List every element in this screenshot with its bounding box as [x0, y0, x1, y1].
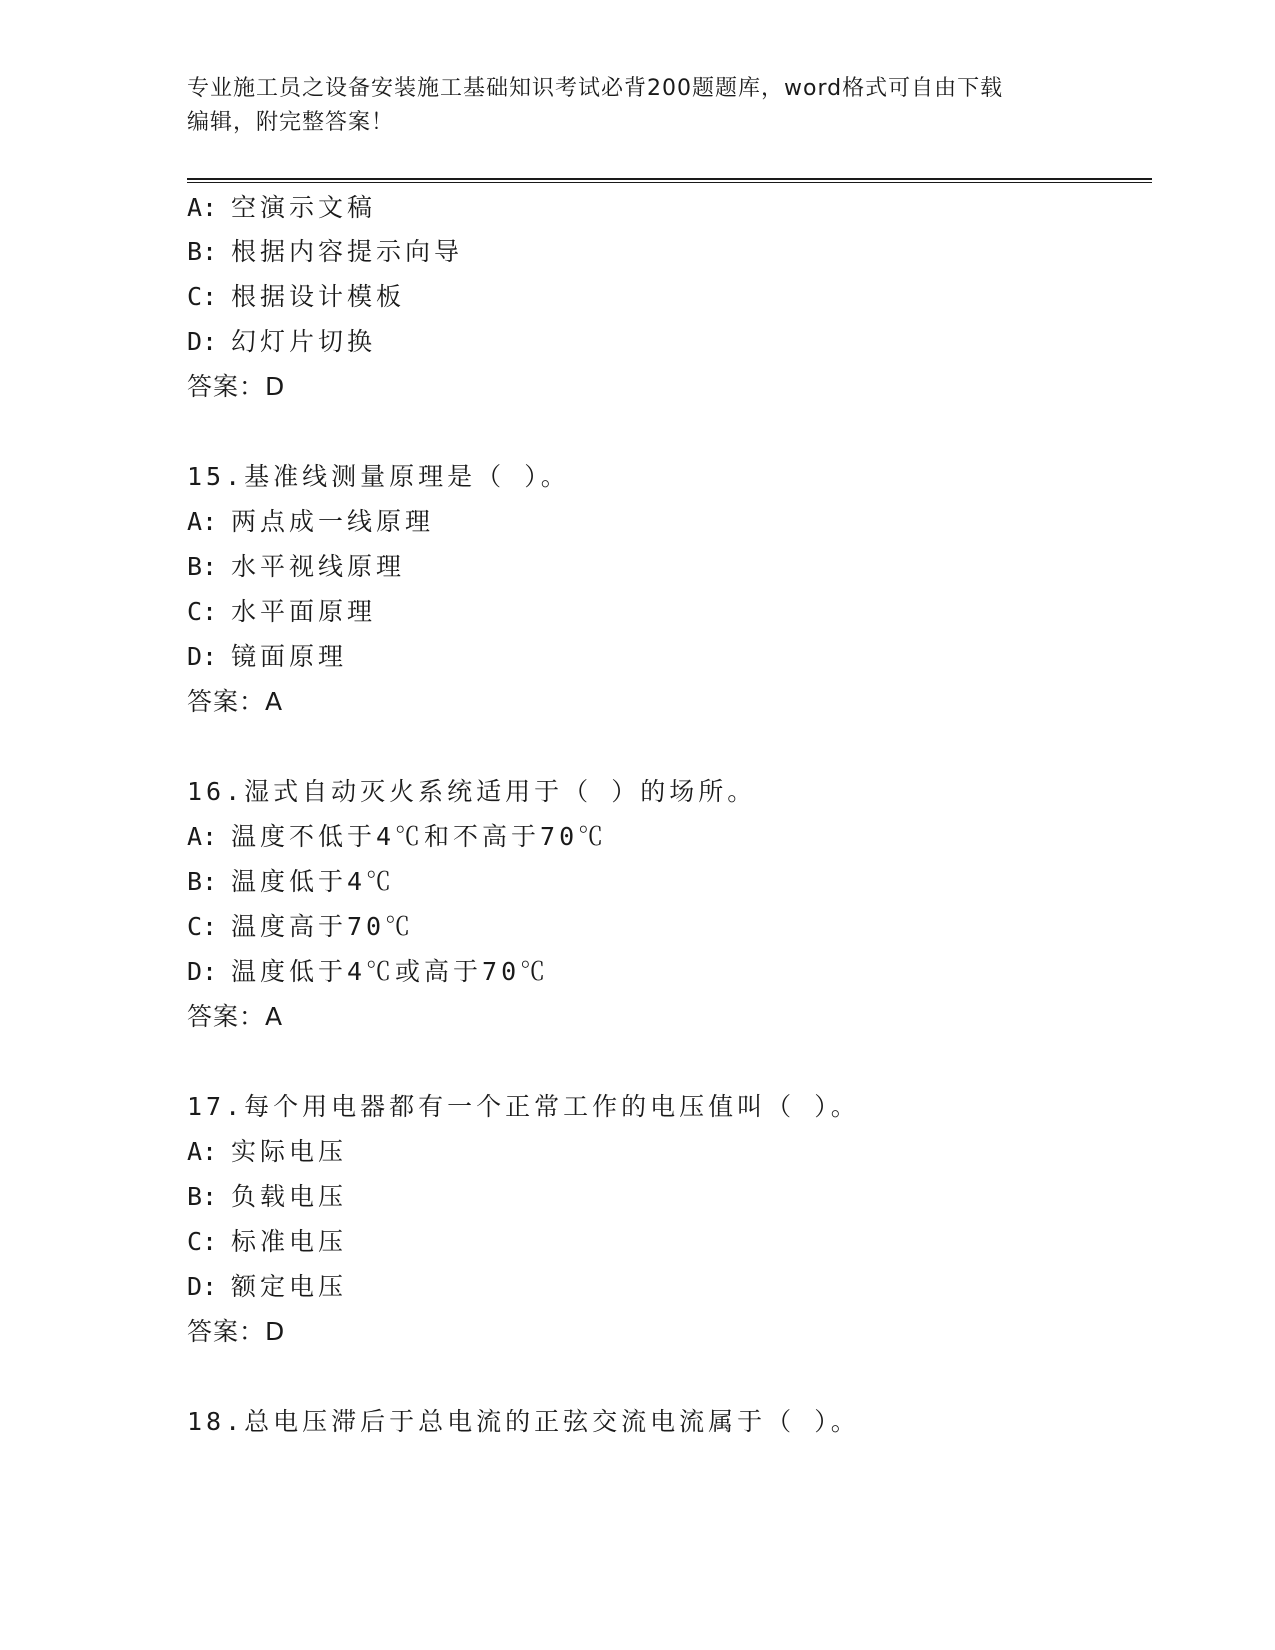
option-text: 实际电压 — [231, 1137, 348, 1166]
option-label: B: — [187, 1182, 218, 1211]
option-label: A: — [187, 1137, 218, 1166]
q16-answer: 答案：A — [187, 1002, 284, 1031]
header-divider — [187, 178, 1152, 180]
option-label: C: — [187, 912, 218, 941]
q15-option-b — [187, 552, 405, 582]
document-header — [187, 72, 1087, 140]
q14-option-b — [187, 237, 463, 267]
option-text: 温度不低于4℃和不高于70℃ — [231, 822, 608, 851]
q17-option-c — [187, 1227, 347, 1257]
q15-option-d — [187, 642, 347, 672]
header-divider-thin — [187, 182, 1152, 183]
option-label: C: — [187, 597, 218, 626]
option-text: 根据内容提示向导 — [231, 237, 464, 266]
option-label: D: — [187, 957, 218, 986]
q16-option-c — [187, 912, 414, 942]
option-label: C: — [187, 1227, 218, 1256]
q16-option-b — [187, 867, 395, 897]
option-text: 温度低于4℃ — [231, 867, 396, 896]
option-label: B: — [187, 237, 218, 266]
q15-option-c — [187, 597, 376, 627]
q17-option-a — [187, 1137, 347, 1167]
option-label: A: — [187, 822, 218, 851]
q18-question: 18.总电压滞后于总电流的正弦交流电流属于（ ）。 — [187, 1407, 860, 1436]
q15-option-a — [187, 507, 434, 537]
option-label: B: — [187, 552, 218, 581]
option-label: B: — [187, 867, 218, 896]
option-label: A: — [187, 193, 218, 222]
option-text: 幻灯片切换 — [231, 327, 377, 356]
option-text: 两点成一线原理 — [231, 507, 435, 536]
header-title-line-2: 编辑，附完整答案！ — [187, 110, 395, 135]
q14-answer: 答案：D — [187, 372, 286, 401]
q14-option-a — [187, 193, 376, 223]
q16-option-a — [187, 822, 607, 852]
q16-question: 16.湿式自动灭火系统适用于（ ）的场所。 — [187, 777, 757, 806]
option-text: 负载电压 — [231, 1182, 348, 1211]
option-label: D: — [187, 1272, 218, 1301]
option-label: C: — [187, 282, 218, 311]
option-text: 标准电压 — [231, 1227, 348, 1256]
option-text: 水平面原理 — [231, 597, 377, 626]
option-text: 温度高于70℃ — [231, 912, 415, 941]
option-text: 根据设计模板 — [231, 282, 406, 311]
option-label: A: — [187, 507, 218, 536]
q17-question: 17.每个用电器都有一个正常工作的电压值叫（ ）。 — [187, 1092, 860, 1121]
option-text: 温度低于4℃或高于70℃ — [231, 957, 550, 986]
q17-option-d — [187, 1272, 347, 1302]
q15-question: 15.基准线测量原理是（ ）。 — [187, 462, 570, 491]
q15-answer: 答案：A — [187, 687, 284, 716]
q17-option-b — [187, 1182, 347, 1212]
header-title-line-1: 专业施工员之设备安装施工基础知识考试必背200题题库，word格式可自由下载 — [187, 76, 1004, 101]
option-label: D: — [187, 642, 218, 671]
option-label: D: — [187, 327, 218, 356]
option-text: 额定电压 — [231, 1272, 348, 1301]
option-text: 镜面原理 — [231, 642, 348, 671]
q16-option-d — [187, 957, 549, 987]
q17-answer: 答案：D — [187, 1317, 286, 1346]
q14-option-d — [187, 327, 376, 357]
option-text: 水平视线原理 — [231, 552, 406, 581]
q14-option-c — [187, 282, 405, 312]
option-text: 空演示文稿 — [231, 193, 377, 222]
